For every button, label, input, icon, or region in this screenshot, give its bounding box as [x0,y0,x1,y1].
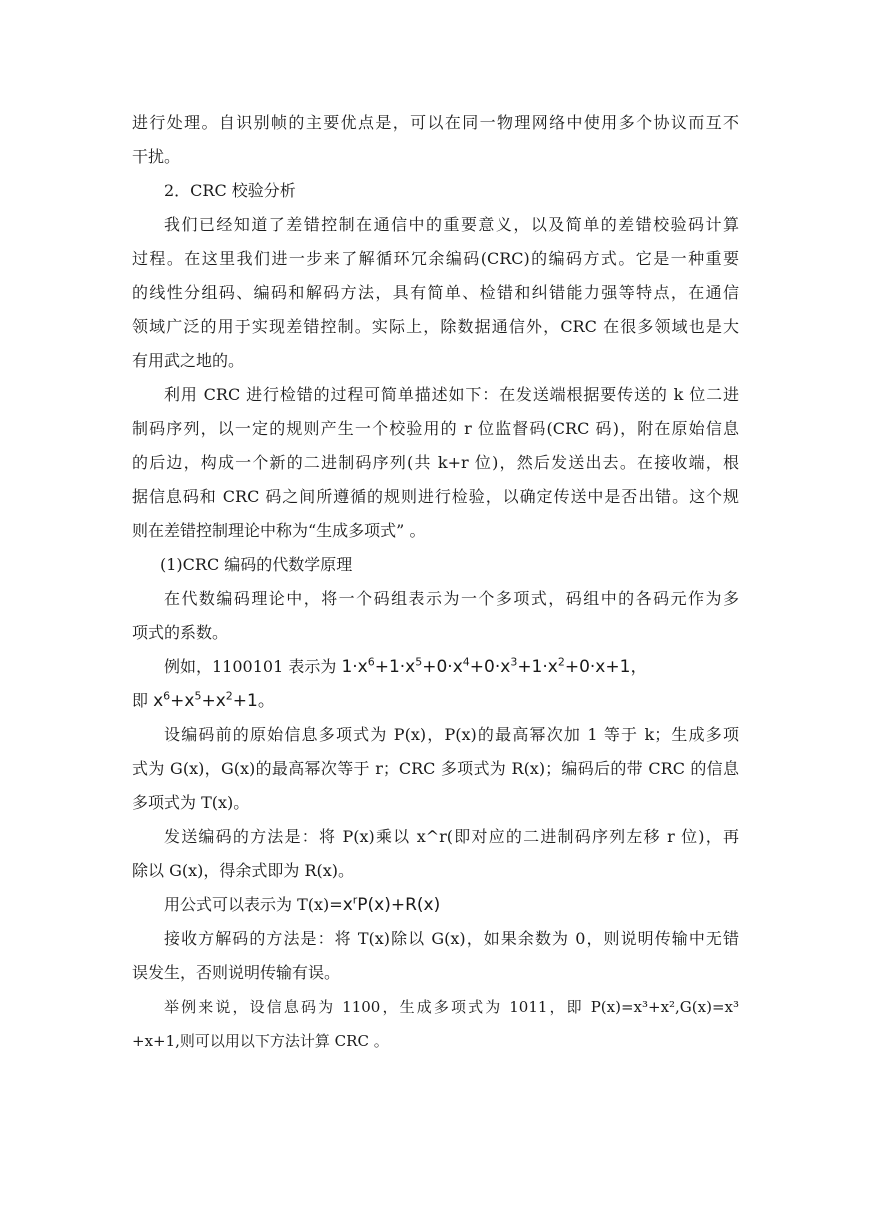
math-punctuation: ， [630,657,648,677]
paragraph-line: 据信息码和 CRC 码之间所遵循的规则进行检验，以确定传送中是否出错。这个规 [132,487,739,506]
paragraph-line: 除以 G(x)，得余式即为 R(x)。 [132,861,355,880]
math-exponent: 3 [510,655,518,669]
paragraph-line: 利用 CRC 进行检错的过程可简单描述如下：在发送端根据要传送的 k 位二进 [164,385,739,404]
math-term: +0·x [469,657,511,677]
paragraph-line: 过程。在这里我们进一步来了解循环冗余编码(CRC)的编码方式。它是一种重要 [132,249,739,268]
math-term: +x [170,691,195,711]
math-exponent: 5 [194,689,202,703]
paragraph-line: 误发生，否则说明传输有误。 [132,963,341,982]
paragraph-line: 我们已经知道了差错控制在通信中的重要意义，以及简单的差错校验码计算 [164,215,739,234]
formula-expression [343,895,441,915]
paragraph-line: 领域广泛的用于实现差错控制。实际上，除数据通信外，CRC 在很多领域也是大 [132,317,739,336]
polynomial-expression [341,657,647,677]
page-content [132,106,739,1058]
subsection-heading: (1)CRC 编码的代数学原理 [160,555,353,574]
paragraph-line: 则在差错控制理论中称为“生成多项式” 。 [132,521,426,540]
paragraph-line: 举例来说，设信息码为 1100，生成多项式为 1011，即 P(x)=x³+x²,G(x)=x³ [164,998,739,1016]
math-term: +1·x [374,657,416,677]
example-prefix: 例如，1100101 表示为 [164,657,342,676]
paragraph-line: 的线性分组码、编码和解码方法，具有简单、检错和纠错能力强等特点，在通信 [132,283,739,302]
paragraph-line: +x+1,则可以用以下方法计算 CRC 。 [132,1032,389,1050]
text-line: 进行处理。自识别帧的主要优点是，可以在同一物理网络中使用多个协议而互不 [132,113,739,132]
paragraph-line: 式为 G(x)，G(x)的最高幂次等于 r；CRC 多项式为 R(x)；编码后的带 CRC 的信息 [132,759,739,778]
paragraph-line: 接收方解码的方法是：将 T(x)除以 G(x)，如果余数为 0，则说明传输中无错 [164,929,739,948]
math-exponent: 2 [557,655,565,669]
math-term: P(x)+R(x) [357,895,441,915]
math-term: 1·x [341,657,368,677]
paragraph-line: 的后边，构成一个新的二进制码序列(共 k+r 位)，然后发送出去。在接收端，根 [132,453,739,472]
paragraph-line: 制码序列，以一定的规则产生一个校验用的 r 位监督码(CRC 码)，附在原始信息 [132,419,739,438]
example-line [132,650,739,684]
math-term: x [342,895,353,915]
math-punctuation: 。 [257,691,275,711]
text-line: 干扰。 [132,147,181,166]
paragraph-line: 在代数编码理论中，将一个码组表示为一个多项式，码组中的各码元作为多 [164,589,739,608]
math-exponent: r [352,893,358,907]
math-term: x [153,691,164,711]
math-exponent: 6 [367,655,375,669]
math-term: +1 [232,691,258,711]
math-term: +0·x [422,657,463,677]
math-exponent: 4 [462,655,470,669]
paragraph-line: 项式的系数。 [132,623,229,642]
formula-prefix: 用公式可以表示为 T(x)= [164,895,343,914]
formula-line [132,888,739,922]
math-exponent: 6 [163,689,171,703]
polynomial-expression [153,691,275,711]
example-prefix: 即 [132,691,154,710]
example-line [132,684,739,718]
section-heading: 2．CRC 校验分析 [164,181,296,200]
math-term: +0·x+1 [564,657,631,677]
paragraph-line: 发送编码的方法是：将 P(x)乘以 x^r(即对应的二进制码序列左移 r 位)，再 [164,827,739,846]
math-term: +x [201,691,226,711]
math-exponent: 2 [225,689,233,703]
paragraph-line: 设编码前的原始信息多项式为 P(x)，P(x)的最高幂次加 1 等于 k；生成多项 [164,725,739,744]
math-term: +1·x [517,657,558,677]
paragraph-line: 多项式为 T(x)。 [132,793,250,812]
math-exponent: 5 [415,655,423,669]
paragraph-line: 有用武之地的。 [132,351,245,370]
